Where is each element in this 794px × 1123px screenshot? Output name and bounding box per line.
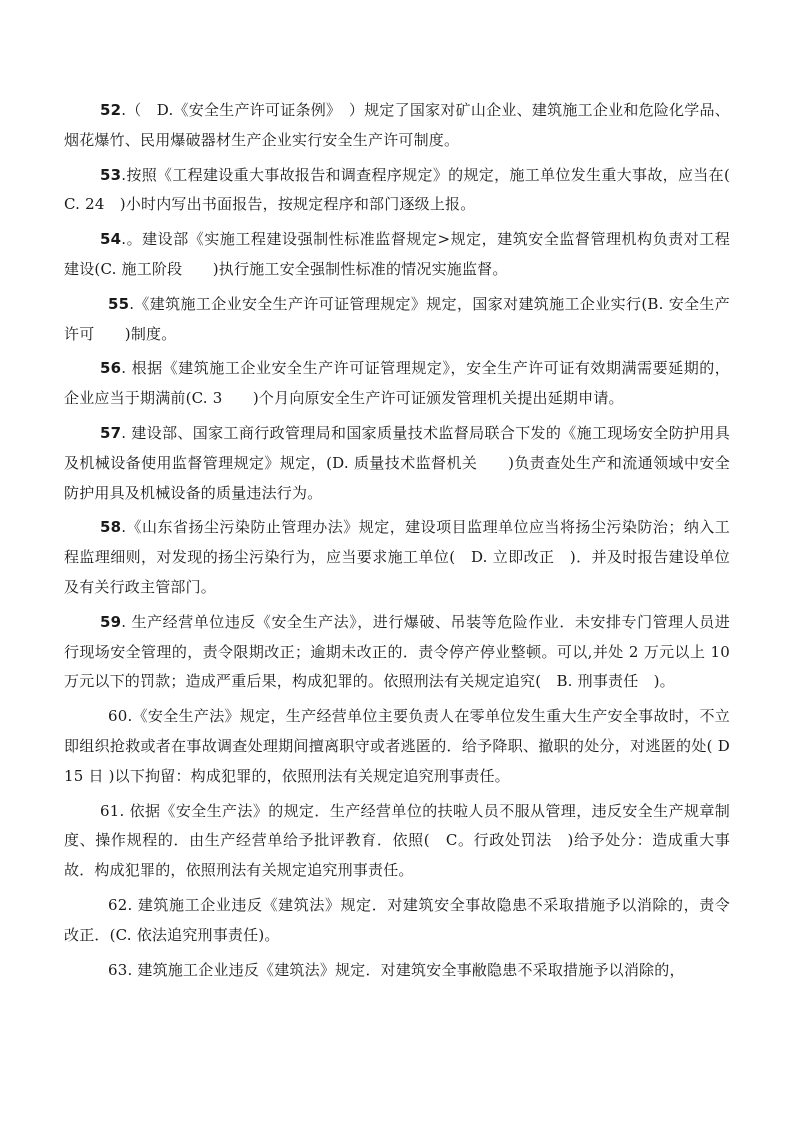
- question-53: [64, 161, 746, 221]
- question-text: . 建筑施工企业违反《建筑法》规定．对建筑安全事故隐患不采取措施予以消除的，责令改正．(C. 依法追究刑事责任)。: [64, 895, 730, 944]
- question-number: 61: [100, 801, 120, 820]
- question-number: 58: [100, 518, 122, 537]
- question-60: [64, 702, 730, 791]
- question-text: . 依据《安全生产法》的规定．生产经营单位的扶啦人员不服从管理，违反安全生产规章制度、操作规程的．由生产经营单给予批评教育．依照( C。行政处罚法 )给予处分：造成重大事故．构成犯罪的，依照刑法有关规定追究刑事责任。: [64, 801, 730, 880]
- question-number: 63: [108, 960, 128, 979]
- question-text: .《安全生产法》规定，生产经营单位主要负责人在零单位发生重大生产安全事故时，不立即组织抢救或者在事故调查处理期间擅离职守或者逃匿的．给予降职、撤职的处分，对逃匿的处( D 15 日 )以下拘留：构成犯罪的，依照刑法有关规定追究刑事责任。: [64, 707, 730, 785]
- question-text: .《山东省扬尘污染防止管理办法》规定，建设项目监理单位应当将扬尘污染防治；纳入工程监理细则，对发现的扬尘污染行为，应当要求施工单位( D. 立即改正 )．并及时报告建设单位及有关行政主管部门。: [64, 518, 730, 596]
- question-number: 56: [100, 359, 122, 378]
- question-61: [64, 797, 730, 886]
- question-text: .。建设部《实施工程建设强制性标准监督规定>规定，建筑安全监督管理机构负责对工程建设(C. 施工阶段 )执行施工安全强制性标准的情况实施监督。: [64, 230, 730, 278]
- question-text: . 生产经营单位违反《安全生产法》，进行爆破、吊装等危险作业．未安排专门管理人员进行现场安全管理的，责令限期改正；逾期未改正的．责令停产停业整顿。可以,并处 2 万元以上 10 万元以下的罚款；造成严重后果，构成犯罪的。依照刑法有关规定追究( B. 刑事责任 )。: [64, 612, 730, 691]
- question-58: [64, 513, 730, 602]
- question-text: .《建筑施工企业安全生产许可证管理规定》规定，国家对建筑施工企业实行(B. 安全生产许可 )制度。: [64, 294, 730, 343]
- question-number: 57: [100, 423, 122, 442]
- question-57: [64, 419, 730, 508]
- question-number: 59: [100, 612, 122, 631]
- question-text: .（ D.《安全生产许可证条例》 ）规定了国家对矿山企业、建筑施工企业和危险化学品、烟花爆竹、民用爆破器材生产企业实行安全生产许可制度。: [64, 101, 730, 149]
- question-number: 54: [100, 230, 122, 249]
- question-text: .按照《工程建设重大事故报告和调查程序规定》的规定，施工单位发生重大事故，应当在( C. 24 )小时内写出书面报告，按规定程序和部门逐级上报。: [64, 165, 746, 214]
- question-number: 55: [108, 294, 130, 313]
- question-52: [64, 96, 730, 156]
- question-text: . 建设部、国家工商行政管理局和国家质量技术监督局联合下发的《施工现场安全防护用具及机械设备使用监督管理规定》规定，(D. 质量技术监督机关 )负责查处生产和流通领域中安全防护用具及机械设备的质量违法行为。: [64, 423, 730, 502]
- question-55: [64, 290, 730, 350]
- question-56: [64, 354, 730, 414]
- question-59: [64, 608, 730, 697]
- question-text: . 建筑施工企业违反《建筑法》规定．对建筑安全事敝隐患不采取措施予以消除的，: [127, 960, 685, 979]
- question-number: 62: [108, 895, 128, 914]
- question-number: 60: [108, 707, 128, 726]
- question-63: [64, 956, 730, 986]
- question-number: 52: [100, 101, 122, 119]
- question-62: [64, 891, 730, 951]
- question-54: [64, 225, 730, 285]
- question-number: 53: [100, 165, 122, 184]
- question-list: [64, 96, 746, 990]
- question-text: . 根据《建筑施工企业安全生产许可证管理规定》，安全生产许可证有效期满需要延期的，企业应当于期满前(C. 3 )个月向原安全生产许可证颁发管理机关提出延期申请。: [64, 359, 730, 408]
